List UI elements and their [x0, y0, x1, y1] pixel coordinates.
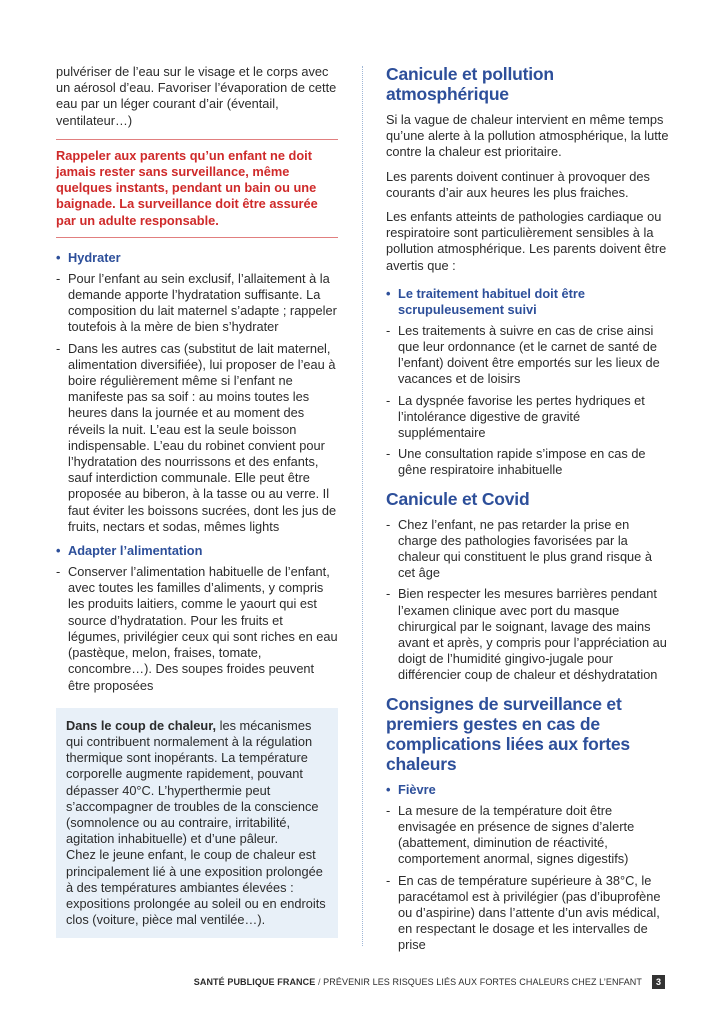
list-item: - Chez l’enfant, ne pas retarder la prise en charge des pathologies favorisées par la chaleur qui constituent le plus grand risque à cet âge	[386, 517, 670, 582]
list-item: - Conserver l’alimentation habituelle de l’enfant, avec toutes les familles d’aliments, y compris les produits laitiers, comme le yaourt qui est source d’hydratation. Pour les fruits et légumes, privilégier ceux qui sont riches en eau (pastèque, melon, fraises, tomate, concombre…). Des soupes froides peuvent être proposées	[56, 564, 338, 694]
fievre-list	[386, 803, 670, 954]
alimentation-title: • Adapter l’alimentation	[56, 543, 338, 559]
covid-heading: Canicule et Covid	[386, 488, 530, 509]
hydrater-list	[56, 271, 338, 535]
pollution-paragraph-2: Les parents doivent continuer à provoquer des courants d’air aux heures les plus fraiches.	[386, 168, 650, 200]
box-text: les mécanismes qui contribuent normalement à la régulation thermique sont inopérants. La température corporelle augmente rapidement, pouvant dépasser 40°C. L’hyperthermie peut s’accompagner de troubles de la conscience (somnolence ou au contraire, irritabilité, agitation inhabituelle) et d’une pâleur.	[66, 717, 319, 847]
consignes-heading: Consignes de surveillance et premiers gestes en cas de complications liées aux fortes chaleurs	[386, 693, 630, 774]
box-paragraph-2: Chez le jeune enfant, le coup de chaleur est principalement lié à une exposition prolongée à des températures ambiantes élevées : expositions prolongée au soleil ou en endroits clos (voiture, pièce mal ventilée…).	[66, 847, 326, 928]
box-lead: Dans le coup de chaleur,	[66, 717, 217, 733]
page-number: 3	[652, 975, 665, 989]
footer-separator: /	[315, 977, 324, 987]
list-item: - Les traitements à suivre en cas de crise ainsi que leur ordonnance (et le carnet de santé de l’enfant) doivent être emportés sur les lieux de vacances et de loisirs	[386, 323, 670, 388]
hydrater-title: • Hydrater	[56, 250, 338, 266]
left-column	[56, 64, 338, 938]
list-item: - La dyspnée favorise les pertes hydriques et l’intolérance digestive de gravité supplémentaire	[386, 393, 670, 442]
alimentation-list	[56, 564, 338, 694]
footer-brand: SANTÉ PUBLIQUE FRANCE	[193, 977, 316, 987]
footer-text	[194, 977, 642, 987]
list-item: - Pour l’enfant au sein exclusif, l’allaitement à la demande apporte l’hydratation suffisante. La composition du lait maternel s’adapte ; rappeler toutefois à la mère de bien s’hydrater	[56, 271, 338, 336]
pollution-paragraph-1: Si la vague de chaleur intervient en même temps qu’une alerte à la pollution atmosphérique, la lutte contre la chaleur est prioritaire.	[386, 112, 669, 160]
pollution-heading: Canicule et pollution atmosphérique	[386, 64, 554, 104]
treatment-list	[386, 323, 670, 479]
column-divider	[362, 66, 363, 946]
list-item: - En cas de température supérieure à 38°C, le paracétamol est à privilégier (pas d’ibuprofène ou d’aspirine) dans l’attente d’un avis médical, en respectant le dosage et les intervalles de prise	[386, 873, 670, 954]
treatment-title: • Le traitement habituel doit être scrupuleusement suivi	[386, 286, 670, 318]
list-item: - La mesure de la température doit être envisagée en présence de signes d’alerte (abattement, diminution de réactivité, comportement anormal, signes digestifs)	[386, 803, 670, 868]
list-item: - Bien respecter les mesures barrières pendant l’examen clinique avec port du masque chirurgical par le soignant, lavage des mains avant et après, y compris pour l’appréciation au doigt de l’humidité gingivo-jugale pour différencier coup de chaleur et déshydratation	[386, 586, 670, 683]
pollution-paragraph-3: Les enfants atteints de pathologies cardiaque ou respiratoire sont particulièrement sensibles à la pollution atmosphérique. Les parents doivent être avertis que :	[386, 209, 667, 273]
fievre-title: • Fièvre	[386, 782, 670, 798]
supervision-warning: Rappeler aux parents qu’un enfant ne doit jamais rester sans surveillance, même quelques instants, pendant un bain ou une baignade. La surveillance doit être assurée par un adulte responsable.	[56, 139, 338, 238]
page-footer	[0, 976, 724, 990]
list-item: - Dans les autres cas (substitut de lait maternel, alimentation diversifiée), lui proposer de l’eau à boire régulièrement même si l’enfant ne manifeste pas sa soif : au moins toutes les heures dans la journée et au moment des réveils la nuit. L’eau est la seule boisson indispensable. L’eau du robinet convient pour l’hydratation des nourrissons et des enfants, sauf interdiction communale. Elle peut être proposée au biberon, à la tasse ou au verre. Il faut éviter les boissons sucrées, dont les jus de fruits, nectars et sodas, mêmes lights	[56, 341, 338, 535]
heatstroke-info-box	[56, 708, 338, 939]
intro-paragraph: pulvériser de l’eau sur le visage et le corps avec un aérosol d’eau. Favoriser l’évaporation de cette eau par un léger courant d’air (éventail, ventilateur…)	[56, 64, 337, 128]
covid-list	[386, 517, 670, 684]
box-paragraph	[66, 718, 328, 848]
footer-subtitle: PRÉVENIR LES RISQUES LIÉS AUX FORTES CHALEURS CHEZ L’ENFANT	[323, 977, 642, 987]
list-item: - Une consultation rapide s’impose en cas de gêne respiratoire inhabituelle	[386, 446, 670, 478]
right-column	[386, 64, 670, 962]
